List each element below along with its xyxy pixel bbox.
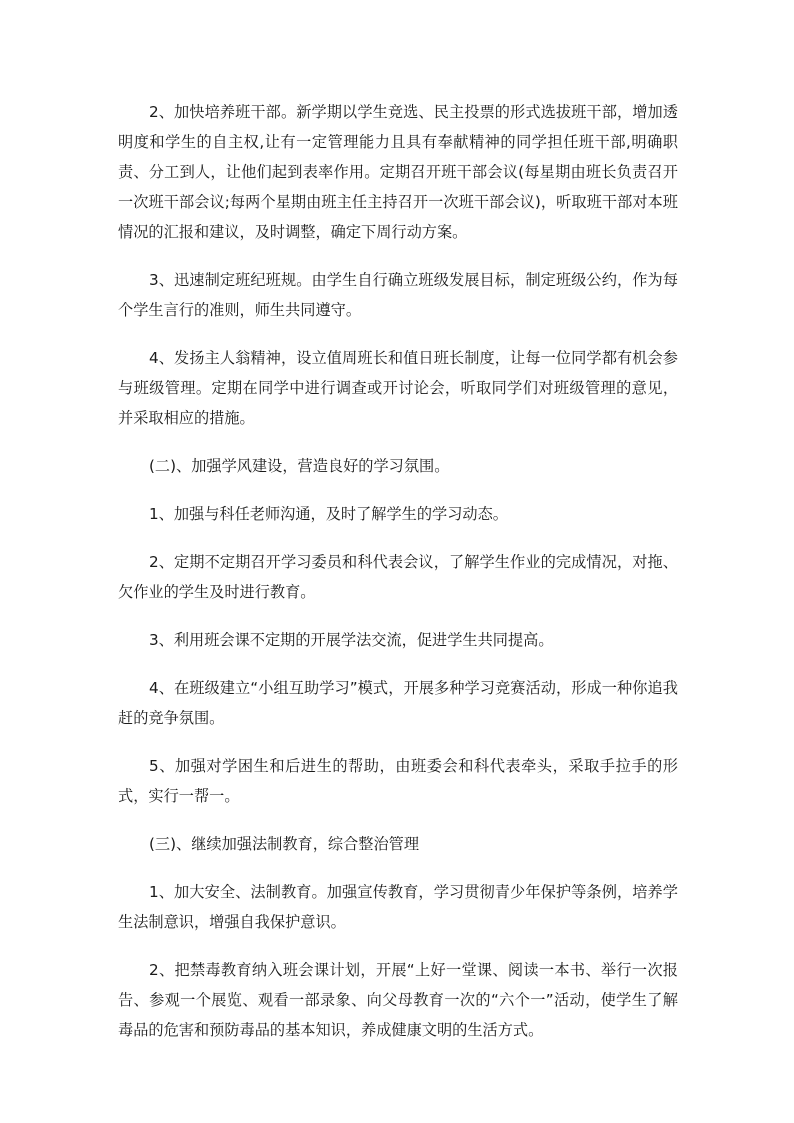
paragraph-teacher-communication: 1、加强与科任老师沟通，及时了解学生的学习动态。 <box>149 505 508 523</box>
paragraph-anti-drug-education: 2、把禁毒教育纳入班会课计划，开展“上好一堂课、阅读一本书、举行一次报告、参观一个展览、观看一部录象、向父母教育一次的“六个一”活动，使学生了解毒品的危害和预防毒品的基本知识，养成健康文明的生活方式。 <box>118 961 678 1039</box>
section-heading-study-style: (二)、加强学风建设，营造良好的学习氛围。 <box>149 457 450 475</box>
paragraph-study-committee-meetings: 2、定期不定期召开学习委员和科代表会议，了解学生作业的完成情况，对拖、欠作业的学生及时进行教育。 <box>118 553 678 601</box>
paragraph-ownership-spirit: 4、发扬主人翁精神，设立值周班长和值日班长制度，让每一位同学都有机会参与班级管理。定期在同学中进行调查或开讨论会，听取同学们对班级管理的意见，并采取相应的措施。 <box>118 349 678 427</box>
section-heading-legal-education: (三)、继续加强法制教育，综合整治管理 <box>149 835 420 853</box>
paragraph-study-method-exchange: 3、利用班会课不定期的开展学法交流，促进学生共同提高。 <box>149 631 554 649</box>
paragraph-struggling-students-help: 5、加强对学困生和后进生的帮助，由班委会和科代表牵头，采取手拉手的形式，实行一帮一。 <box>118 757 678 805</box>
paragraph-class-rules: 3、迅速制定班纪班规。由学生自行确立班级发展目标，制定班级公约，作为每个学生言行的准则，师生共同遵守。 <box>118 271 678 319</box>
paragraph-group-mutual-learning: 4、在班级建立“小组互助学习”模式，开展多种学习竞赛活动，形成一种你追我赶的竞争氛围。 <box>118 679 678 727</box>
paragraph-safety-legal-education: 1、加大安全、法制教育。加强宣传教育，学习贯彻青少年保护等条例，培养学生法制意识，增强自我保护意识。 <box>118 883 678 931</box>
paragraph-cadre-training: 2、加快培养班干部。新学期以学生竞选、民主投票的形式选拔班干部，增加透明度和学生的自主权,让有一定管理能力且具有奉献精神的同学担任班干部,明确职责、分工到人，让他们起到表率作用。定期召开班干部会议(每星期由班长负责召开一次班干部会议;每两个星期由班主任主持召开一次班干部会议)，听取班干部对本班情况的汇报和建议，及时调整，确定下周行动方案。 <box>118 103 678 241</box>
document-page <box>118 97 678 1063</box>
